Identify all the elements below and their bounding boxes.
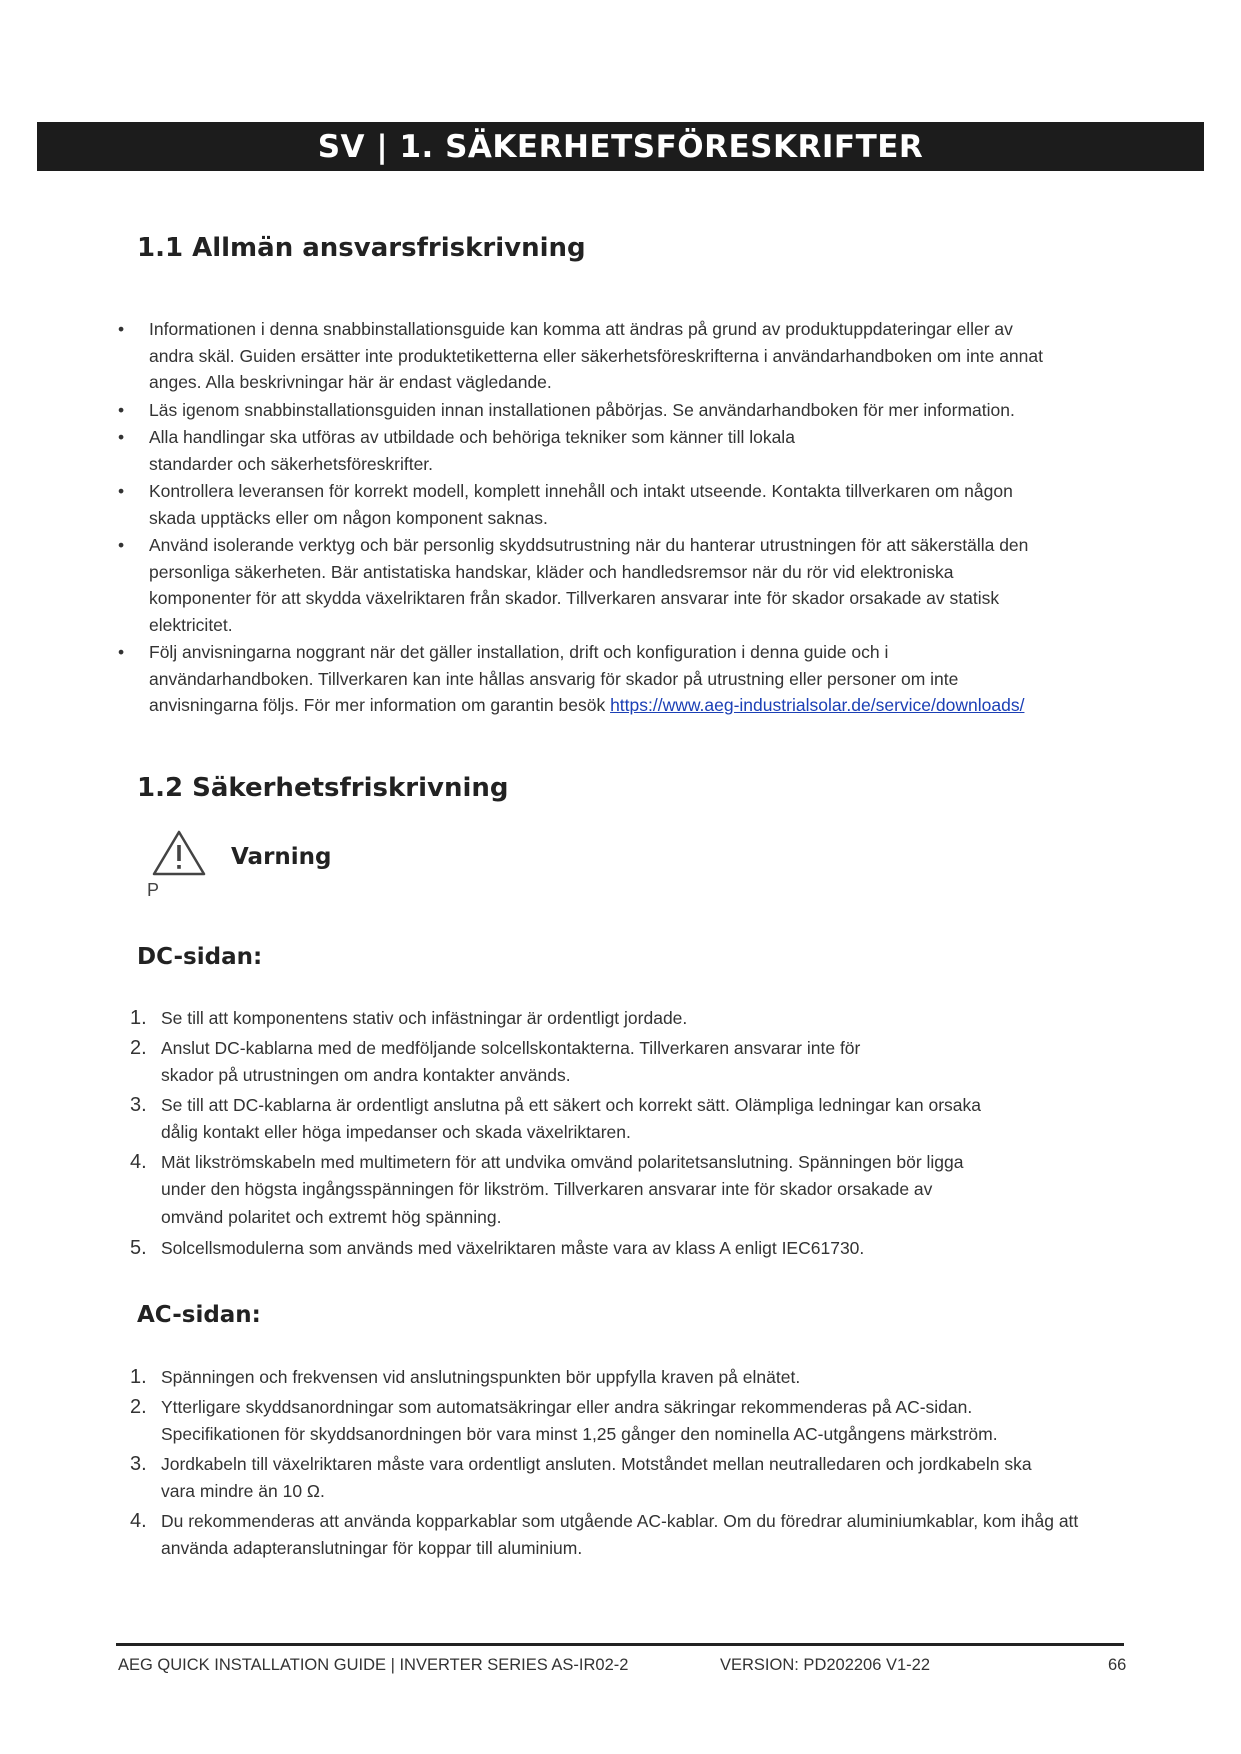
downloads-link[interactable]: https://www.aeg-industrialsolar.de/service/downloads/ [610,695,1025,715]
list-item: 5. Solcellsmodulerna som används med växelriktaren måste vara av klass A enligt IEC61730. [130,1237,865,1259]
list-item: 4. Mät likströmskabeln med multimetern för att undvika omvänd polaritetsanslutning. Spänningen bör ligga under den högsta ingångsspänningen för likström. Tillverkaren ansvarar inte för skador orsakade av omvänd polaritet och extremt hög spänning. [130,1150,964,1227]
ac-side-list [130,1364,1140,1565]
dc-side-title: DC-sidan: [137,944,263,970]
list-item: • Informationen i denna snabbinstallationsguide kan komma att ändras på grund av produktuppdateringar eller av andra skäl. Guiden ersätter inte produktetiketterna eller säkerhetsföreskrifterna i användarhandboken om inte annat anges. Alla beskrivningar här är endast vägledande. [118,316,1118,396]
list-item: • Läs igenom snabbinstallationsguiden innan installationen påbörjas. Se användarhandboken för mer information. [118,397,1118,424]
list-item: • Kontrollera leveransen för korrekt modell, komplett innehåll och intakt utseende. Kontakta tillverkaren om någon skada upptäcks eller om någon komponent saknas. [118,478,1118,531]
footer-page-number: 66 [1108,1656,1127,1674]
list-item: 3. Se till att DC-kablarna är ordentligt anslutna på ett säkert och korrekt sätt. Olämpliga ledningar kan orsaka dålig kontakt eller höga impedanser och skada växelriktaren. [130,1093,981,1142]
list-item: 1. Se till att komponentens stativ och infästningar är ordentligt jordade. [130,1007,688,1029]
dc-side-list [130,1005,1140,1265]
list-item: • Alla handlingar ska utföras av utbildade och behöriga tekniker som känner till lokala standarder och säkerhetsföreskrifter. [118,424,1118,477]
disclaimer-bullet-list [118,316,1118,720]
section-banner [37,122,1204,171]
list-item: • Använd isolerande verktyg och bär personlig skyddsutrustning när du hanterar utrustningen för att säkerställa den personliga säkerheten. Bär antistatiska handskar, kläder och handledsremsor när du rör vid elektroniska komponenter för att skydda växelriktaren från skador. Tillverkaren ansvarar inte för skador orsakade av statisk elektricitet. [118,532,1118,638]
ac-side-title: AC-sidan: [137,1302,261,1328]
list-item: • Följ anvisningarna noggrant när det gäller installation, drift och konfiguration i denna guide och i användarhandboken. Tillverkaren kan inte hållas ansvarig för skador på utrustning eller personer om inte anvisningarna följs. För mer information om garantin besök https://www.aeg-industrialsolar.de/service/downloads/ [118,639,1118,719]
list-item: 2. Ytterligare skyddsanordningar som automatsäkringar eller andra säkringar rekommenderas på AC-sidan. Specifikationen för skyddsanordningen bör vara minst 1,25 gånger den nominella AC-utgångens märkström. [130,1395,998,1444]
footer-divider [116,1643,1124,1646]
section-1-2-title: 1.2 Säkerhetsfriskrivning [137,773,509,803]
list-item: 2. Anslut DC-kablarna med de medföljande solcellskontakterna. Tillverkaren ansvarar inte för skador på utrustningen om andra kontakter används. [130,1036,861,1085]
warning-triangle-icon [150,828,208,878]
list-item: 1. Spänningen och frekvensen vid anslutningspunkten bör uppfylla kraven på elnätet. [130,1366,801,1388]
list-item: 4. Du rekommenderas att använda kopparkablar som utgående AC-kablar. Om du föredrar aluminiumkablar, kom ihåg att använda adapteranslutningar för koppar till aluminium. [130,1509,1079,1558]
section-1-1-title: 1.1 Allmän ansvarsfriskrivning [137,233,586,263]
footer-guide-title: AEG QUICK INSTALLATION GUIDE | INVERTER SERIES AS-IR02-2 [118,1656,629,1674]
warning-sub-label: P [147,880,160,900]
warning-label: Varning [231,844,332,870]
list-item: 3. Jordkabeln till växelriktaren måste vara ordentligt ansluten. Motståndet mellan neutralledaren och jordkabeln ska vara mindre än 10 Ω. [130,1452,1032,1501]
banner-title: SV | 1. SÄKERHETSFÖRESKRIFTER [317,128,924,165]
footer-version: VERSION: PD202206 V1-22 [720,1656,931,1674]
warning-block [147,828,510,900]
